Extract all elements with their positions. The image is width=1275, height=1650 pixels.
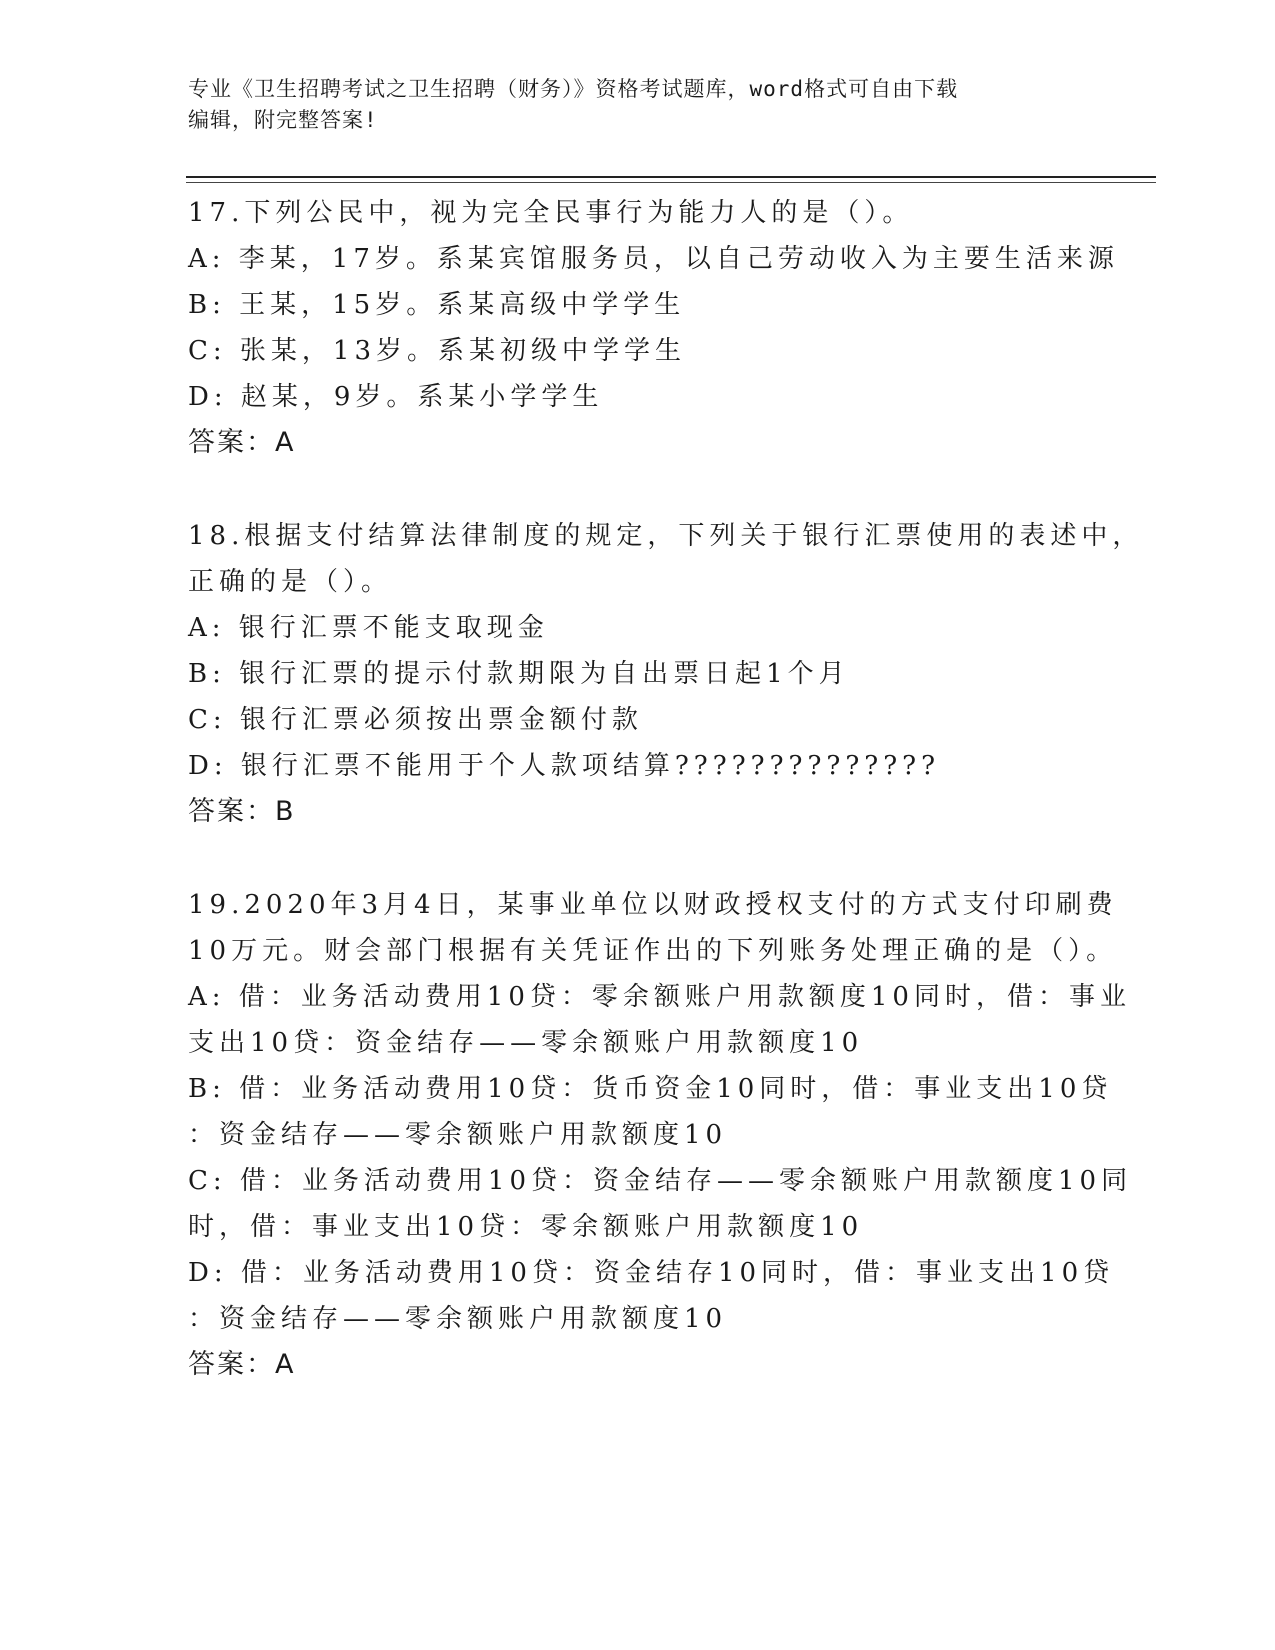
option-b: B: 王某，15岁。系某高级中学学生 bbox=[188, 290, 686, 320]
option-b: B: 银行汇票的提示付款期限为自出票日起1个月 bbox=[188, 659, 850, 689]
option-a-cont: 支出10贷：资金结存——零余额账户用款额度10 bbox=[188, 1028, 864, 1058]
option-d: D: 借：业务活动费用10贷：资金结存10同时，借：事业支出10贷 bbox=[188, 1258, 1115, 1288]
option-d-cont: ：资金结存——零余额账户用款额度10 bbox=[188, 1304, 728, 1334]
option-a: A: 银行汇票不能支取现金 bbox=[188, 613, 549, 643]
answer-label: 答案：A bbox=[188, 427, 296, 458]
option-a: A: 借：业务活动费用10贷：零余额账户用款额度10同时，借：事业 bbox=[188, 982, 1131, 1012]
option-c: C: 借：业务活动费用10贷：资金结存——零余额账户用款额度10同 bbox=[188, 1166, 1133, 1196]
option-c: C: 银行汇票必须按出票金额付款 bbox=[188, 705, 643, 735]
option-b: B: 借：业务活动费用10贷：货币资金10同时，借：事业支出10贷 bbox=[188, 1074, 1113, 1104]
document-header bbox=[188, 74, 1068, 136]
question-stem: 17.下列公民中，视为完全民事行为能力人的是（）。 bbox=[188, 198, 914, 228]
question-stem: 19.2020年3月4日，某事业单位以财政授权支付的方式支付印刷费 bbox=[188, 890, 1118, 920]
header-divider-thick bbox=[186, 176, 1156, 178]
question-spacer bbox=[188, 835, 1088, 882]
option-d: D: 银行汇票不能用于个人款项结算?????????????? bbox=[188, 751, 941, 781]
question-stem: 18.根据支付结算法律制度的规定，下列关于银行汇票使用的表述中， bbox=[188, 521, 1144, 551]
question-spacer bbox=[188, 466, 1088, 513]
option-d: D: 赵某，9岁。系某小学学生 bbox=[188, 382, 604, 412]
question-18 bbox=[188, 513, 1144, 835]
question-stem-cont: 正确的是（）。 bbox=[188, 567, 393, 597]
question-list bbox=[188, 190, 1144, 1388]
header-line-1: 专业《卫生招聘考试之卫生招聘（财务）》资格考试题库，word格式可自由下载 bbox=[188, 77, 959, 101]
answer-label: 答案：A bbox=[188, 1349, 296, 1380]
option-c: C: 张某，13岁。系某初级中学学生 bbox=[188, 336, 687, 366]
header-line-2: 编辑，附完整答案! bbox=[188, 108, 378, 132]
header-divider-thin bbox=[186, 182, 1156, 183]
option-a: A: 李某，17岁。系某宾馆服务员，以自己劳动收入为主要生活来源 bbox=[188, 244, 1119, 274]
question-stem-cont: 10万元。财会部门根据有关凭证作出的下列账务处理正确的是（）。 bbox=[188, 936, 1118, 966]
question-19 bbox=[188, 882, 1133, 1388]
option-c-cont: 时，借：事业支出10贷：零余额账户用款额度10 bbox=[188, 1212, 864, 1242]
option-b-cont: ：资金结存——零余额账户用款额度10 bbox=[188, 1120, 728, 1150]
answer-label: 答案：B bbox=[188, 796, 296, 827]
question-17 bbox=[188, 190, 1119, 466]
